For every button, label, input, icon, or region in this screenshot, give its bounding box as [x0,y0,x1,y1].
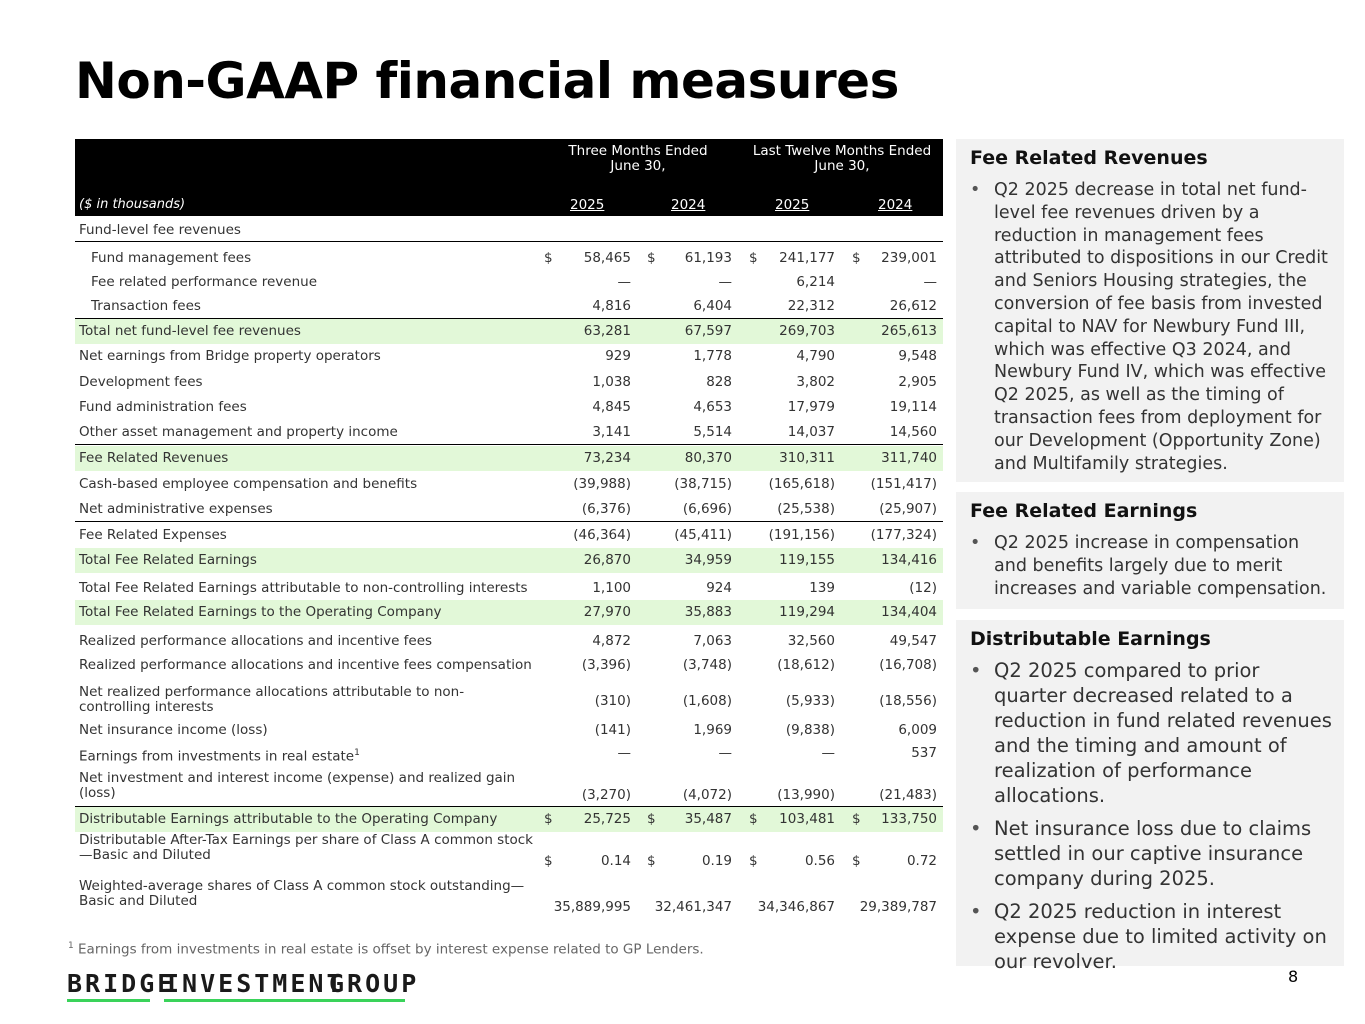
cell-value: 29,389,787 [859,899,937,915]
cell-value: 2,905 [898,374,937,390]
cell-value: 0.56 [804,853,835,869]
cell-value: (18,556) [879,693,937,709]
cell-value: 4,653 [693,399,732,415]
table-row [75,446,943,471]
year-header: 2024 [671,197,706,213]
table-row [75,345,943,367]
cell-value: 924 [706,580,732,596]
cell-value: (21,483) [879,787,937,803]
cell-value: 310,311 [779,450,835,466]
dollar-sign: $ [647,853,656,869]
panel-fee-related-revenues [956,139,1344,482]
page-number: 8 [1288,967,1299,986]
dollar-sign: $ [544,250,553,266]
dollar-sign: $ [749,853,758,869]
cell-value: (3,748) [682,657,732,673]
row-label: Fee Related Revenues [79,450,229,466]
cell-value: 35,487 [684,811,732,827]
row-label [79,879,524,909]
cell-value: 27,970 [583,604,631,620]
table-row [75,576,943,601]
cell-value: 828 [706,374,732,390]
footnote-text: Earnings from investments in real estate is offset by interest expense related to GP Lenders. [78,941,704,958]
table-row [75,833,943,869]
cell-value: 58,465 [583,250,631,266]
group-header-line: June 30, [610,158,666,174]
table-row [75,523,943,548]
row-label-line: Distributable After-Tax Earnings per share of Class A common stock [79,832,533,848]
cell-value: 1,778 [693,348,732,364]
dollar-sign: $ [647,811,656,827]
cell-value: 63,281 [583,323,631,339]
cell-value: 19,114 [889,399,937,415]
cell-value: 133,750 [881,811,937,827]
panel-distributable-earnings [956,620,1344,973]
footnote-marker: 1 [68,941,74,951]
panel-title: Fee Related Earnings [970,500,1198,522]
cell-value: 7,063 [693,633,732,649]
cell-value: 119,155 [779,552,835,568]
dollar-sign: $ [544,853,553,869]
row-label: Net insurance income (loss) [79,722,268,738]
cell-value: 103,481 [779,811,835,827]
cell-value: — [718,274,732,290]
cell-value: 35,889,995 [553,899,631,915]
cell-value: (310) [594,693,631,709]
ltm-header [747,144,937,174]
cell-value: 35,883 [684,604,732,620]
row-label-line: Basic and Diluted [79,893,198,909]
page-title: Non-GAAP financial measures [75,52,899,110]
year-header: 2024 [878,197,913,213]
cell-value: 1,100 [592,580,631,596]
cell-value: (6,696) [682,501,732,517]
dollar-sign: $ [749,811,758,827]
cell-value: (5,933) [785,693,835,709]
cell-value: 80,370 [684,450,732,466]
year-header: 2025 [570,197,605,213]
row-label-line: (loss) [79,785,116,801]
bullet-item: • Q2 2025 compared to prior quarter decreased related to a reduction in fund related revenues and the timing and amount of realization of performance allocations. [970,658,1332,808]
table-row [75,420,943,445]
row-label: Total Fee Related Earnings [79,552,257,568]
cell-value: 139 [809,580,835,596]
row-label [79,685,464,715]
panel-fee-related-earnings [956,492,1344,609]
row-label [79,771,515,801]
table-row [75,806,943,832]
panel-bullets [970,532,1332,600]
cell-value: (25,907) [879,501,937,517]
row-label: Transaction fees [91,298,201,314]
dollar-sign: $ [852,811,861,827]
cell-value: 49,547 [889,633,937,649]
cell-value: 34,959 [684,552,732,568]
cell-value: 537 [911,745,937,761]
row-label: Fee related performance revenue [91,274,317,290]
table-header [75,139,943,216]
footnote-ref: 1 [354,748,360,758]
financial-table [75,139,943,915]
footnote [68,941,704,958]
table-row [75,719,943,741]
row-label-line: Weighted-average shares of Class A common stock outstanding— [79,878,525,894]
table-row [75,771,943,803]
cell-value: — [821,745,835,761]
row-label: Other asset management and property income [79,424,398,440]
cell-value: 6,214 [796,274,835,290]
cell-value: (13,990) [777,787,835,803]
row-label: Fund management fees [91,250,252,266]
row-label: Development fees [79,374,203,390]
cell-value: 4,872 [592,633,631,649]
table-row [75,318,943,344]
cell-value: 3,802 [796,374,835,390]
section-label: Fund-level fee revenues [79,222,241,238]
table-row [75,654,943,676]
cell-value: (151,417) [870,476,937,492]
row-label: Fund administration fees [79,399,247,415]
cell-value: 1,969 [693,722,732,738]
logo-word: BRIDGE [67,969,176,998]
cell-value: (3,396) [581,657,631,673]
table-row [75,295,943,317]
group-header-line: Last Twelve Months Ended [752,143,932,159]
cell-value: 6,404 [693,298,732,314]
cell-value: 3,141 [592,424,631,440]
cell-value: 25,725 [583,811,631,827]
cell-value: 1,038 [592,374,631,390]
table-row [75,473,943,495]
cell-value: (38,715) [674,476,732,492]
cell-value: (45,411) [674,527,732,543]
cell-value: 67,597 [684,323,732,339]
row-label-line: controlling interests [79,699,214,715]
table-row [75,879,943,915]
cell-value: 26,612 [889,298,937,314]
bullet-item: • Q2 2025 increase in compensation and benefits largely due to merit increases and variable compensation. [970,532,1332,600]
cell-value: 73,234 [583,450,631,466]
cell-value: (46,364) [573,527,631,543]
cell-value: (18,612) [777,657,835,673]
row-label: Distributable Earnings attributable to the Operating Company [79,811,498,827]
year-header: 2025 [775,197,810,213]
row-label: Fee Related Expenses [79,527,227,543]
three-months-header [558,144,718,174]
cell-value: 265,613 [881,323,937,339]
cell-value: 17,979 [787,399,835,415]
row-label-line: Net investment and interest income (expense) and realized gain [79,770,516,786]
cell-value: (1,608) [682,693,732,709]
cell-value: (6,376) [581,501,631,517]
cell-value: — [617,745,631,761]
table-row [75,396,943,418]
dollar-sign: $ [749,250,758,266]
dollar-sign: $ [852,853,861,869]
cell-value: 26,870 [583,552,631,568]
cell-value: 0.14 [600,853,631,869]
cell-value: (12) [909,580,937,596]
dollar-sign: $ [647,250,656,266]
table-row [75,742,943,764]
cell-value: 22,312 [787,298,835,314]
cell-value: 5,514 [693,424,732,440]
cell-value: 4,845 [592,399,631,415]
cell-value: 269,703 [779,323,835,339]
cell-value: 134,416 [881,552,937,568]
table-row [75,630,943,652]
row-label: Earnings from investments in real estate$^1$ [79,748,360,765]
cell-value: (3,270) [581,787,631,803]
row-label: Total Fee Related Earnings to the Operating Company [79,604,442,620]
cell-value: — [718,745,732,761]
group-header-line: June 30, [814,158,870,174]
logo-word: GROUP [329,969,420,998]
row-label-line: Net realized performance allocations attributable to non- [79,684,465,700]
table-row [75,497,943,522]
panel-title: Distributable Earnings [970,628,1211,650]
cell-value: (165,618) [768,476,835,492]
cell-value: (4,072) [682,787,732,803]
cell-value: 6,009 [898,722,937,738]
panel-title: Fee Related Revenues [970,147,1208,169]
units-label: ($ in thousands) [79,197,186,212]
bullet-item: • Q2 2025 decrease in total net fund-level fee revenues driven by a reduction in management fees attributed to dispositions in our Credit and Seniors Housing strategies, the conversion of fee basis from invested capital to NAV for Newbury Fund III, which was effective Q3 2024, and Newbury Fund IV, which was effective Q2 2025, as well as the timing of transaction fees from deployment for our Development (Opportunity Zone) and Multifamily strategies. [970,179,1332,475]
row-label: Cash-based employee compensation and benefits [79,476,418,492]
cell-value: 119,294 [779,604,835,620]
logo-word: INVESTMENT [164,969,345,998]
row-label: Net administrative expenses [79,501,273,517]
logo-underline [329,999,405,1002]
cell-value: (141) [594,722,631,738]
row-label: Net earnings from Bridge property operators [79,348,381,364]
section-row [75,219,943,242]
cell-value: 241,177 [779,250,835,266]
panel-bullets [970,658,1332,982]
cell-value: 239,001 [881,250,937,266]
cell-value: 311,740 [881,450,937,466]
cell-value: 9,548 [898,348,937,364]
dollar-sign: $ [852,250,861,266]
cell-value: (191,156) [768,527,835,543]
cell-value: 929 [605,348,631,364]
cell-value: 61,193 [684,250,732,266]
table-row [75,247,943,269]
row-label-line: —Basic and Diluted [79,847,211,863]
cell-value: (177,324) [870,527,937,543]
table-row [75,371,943,393]
bullet-item: • Q2 2025 reduction in interest expense due to limited activity on our revolver. [970,899,1332,974]
cell-value: 34,346,867 [757,899,835,915]
row-label: Total net fund-level fee revenues [79,323,301,339]
cell-value: 0.72 [906,853,937,869]
table-row [75,271,943,293]
cell-value: — [923,274,937,290]
cell-value: 4,816 [592,298,631,314]
row-label: Realized performance allocations and incentive fees compensation [79,657,532,673]
row-label: Realized performance allocations and incentive fees [79,633,433,649]
cell-value: 0.19 [701,853,732,869]
dollar-sign: $ [544,811,553,827]
table-row [75,548,943,573]
row-label: Total Fee Related Earnings attributable to non-controlling interests [79,580,528,596]
cell-value: — [617,274,631,290]
cell-value: (39,988) [573,476,631,492]
cell-value: 134,404 [881,604,937,620]
cell-value: 32,461,347 [654,899,732,915]
cell-value: (25,538) [777,501,835,517]
cell-value: (16,708) [879,657,937,673]
group-header-line: Three Months Ended [568,143,708,159]
bullet-item: • Net insurance loss due to claims settled in our captive insurance company during 2025. [970,816,1332,891]
cell-value: 14,560 [889,424,937,440]
table-row [75,684,943,715]
cell-value: 4,790 [796,348,835,364]
cell-value: 14,037 [787,424,835,440]
panel-bullets [970,179,1332,475]
cell-value: (9,838) [785,722,835,738]
table-row [75,600,943,625]
cell-value: 32,560 [787,633,835,649]
row-label [79,833,533,863]
logo-underline [67,999,150,1002]
